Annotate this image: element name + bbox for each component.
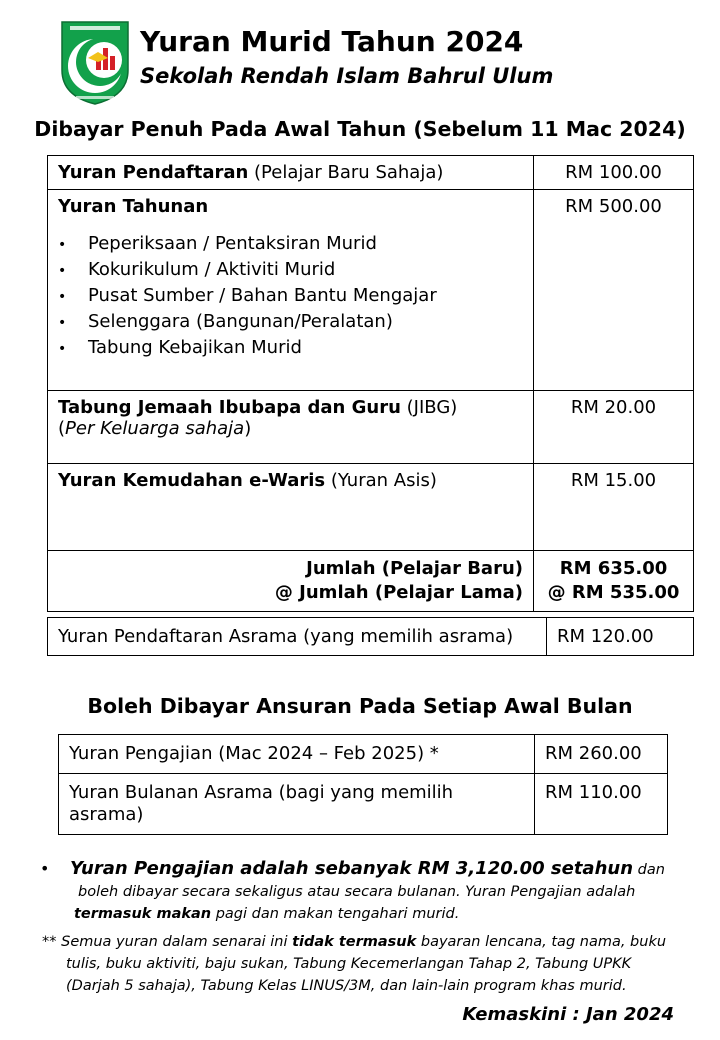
last-updated: Kemaskini : Jan 2024 bbox=[462, 1004, 674, 1025]
section-heading-full-payment: Dibayar Penuh Pada Awal Tahun (Sebelum 11 Mac 2024) bbox=[34, 117, 686, 141]
tuition-note-highlight: Yuran Pengajian adalah sebanyak RM 3,120.00 setahun bbox=[70, 858, 634, 879]
list-item: • Kokurikulum / Aktiviti Murid bbox=[58, 257, 523, 283]
table-row bbox=[48, 464, 694, 551]
fee-label: Yuran Bulanan Asrama (bagi yang memilih asrama) bbox=[59, 774, 535, 835]
list-item: • Selenggara (Bangunan/Peralatan) bbox=[58, 309, 523, 335]
table-row bbox=[48, 156, 694, 190]
fee-amount: RM 20.00 bbox=[534, 391, 694, 464]
list-item: • Peperiksaan / Pentaksiran Murid bbox=[58, 231, 523, 257]
fee-amount: RM 260.00 bbox=[535, 735, 668, 774]
fee-note: (JIBG) bbox=[400, 397, 458, 418]
fee-amount: RM 100.00 bbox=[534, 156, 694, 190]
fees-table-installment bbox=[58, 734, 668, 835]
school-crest-logo bbox=[58, 18, 132, 106]
fee-label: Tabung Jemaah Ibubapa dan Guru bbox=[58, 397, 401, 418]
exclusions-note: ** Semua yuran dalam senarai ini tidak termasuk bayaran lencana, tag nama, buku tulis, buku aktiviti, baju sukan, Tabung Kecemerlangan Tahap 2, Tabung UPKK (Darjah 5 sahaja), Tabung Kelas LINUS/3M, dan lain-lain program khas murid. bbox=[42, 934, 667, 994]
section-heading-installment: Boleh Dibayar Ansuran Pada Setiap Awal Bulan bbox=[87, 694, 633, 718]
fee-note: (Yuran Asis) bbox=[325, 470, 437, 491]
page-title: Yuran Murid Tahun 2024 bbox=[140, 25, 524, 58]
table-row bbox=[59, 774, 668, 835]
total-row bbox=[48, 551, 694, 612]
list-item: • Tabung Kebajikan Murid bbox=[58, 335, 523, 361]
fee-label: Yuran Pengajian (Mac 2024 – Feb 2025) * bbox=[59, 735, 535, 774]
fees-table-full-payment bbox=[47, 155, 694, 612]
fee-note: (Pelajar Baru Sahaja) bbox=[248, 162, 444, 183]
total-amount-new: RM 635.00 bbox=[559, 558, 668, 579]
fee-label: Yuran Tahunan bbox=[58, 196, 209, 217]
school-name: Sekolah Rendah Islam Bahrul Ulum bbox=[140, 64, 554, 88]
bullet-mark: • bbox=[40, 859, 50, 878]
hostel-registration-table bbox=[47, 617, 694, 656]
table-row bbox=[48, 190, 694, 391]
fee-note-italic: Per Keluarga sahaja bbox=[65, 418, 245, 439]
table-row: Tabung Jemaah Ibubapa dan Guru (JIBG) (Per Keluarga sahaja) RM 20.00 bbox=[48, 391, 694, 464]
fee-label: Yuran Pendaftaran Asrama (yang memilih asrama) bbox=[48, 618, 547, 656]
table-row bbox=[59, 735, 668, 774]
fee-amount: RM 500.00 bbox=[534, 190, 694, 391]
total-amount-old: @ RM 535.00 bbox=[547, 582, 680, 603]
fee-amount: RM 15.00 bbox=[534, 464, 694, 551]
table-row bbox=[48, 618, 694, 656]
fee-label: Yuran Pendaftaran bbox=[58, 162, 249, 183]
list-item: • Pusat Sumber / Bahan Bantu Mengajar bbox=[58, 283, 523, 309]
note-mark: ** bbox=[42, 934, 57, 950]
fee-amount: RM 110.00 bbox=[535, 774, 668, 835]
total-label-new: Jumlah (Pelajar Baru) bbox=[306, 558, 523, 579]
tuition-note: • Yuran Pengajian adalah sebanyak RM 3,120.00 setahun dan boleh dibayar secara sekaligus atau secara bulanan. Yuran Pengajian adalah termasuk makan pagi dan makan tengahari murid. bbox=[40, 858, 665, 922]
fee-amount: RM 120.00 bbox=[547, 618, 694, 656]
fee-label: Yuran Kemudahan e-Waris bbox=[58, 470, 326, 491]
annual-fee-items bbox=[58, 231, 523, 361]
total-label-old: @ Jumlah (Pelajar Lama) bbox=[274, 582, 523, 603]
